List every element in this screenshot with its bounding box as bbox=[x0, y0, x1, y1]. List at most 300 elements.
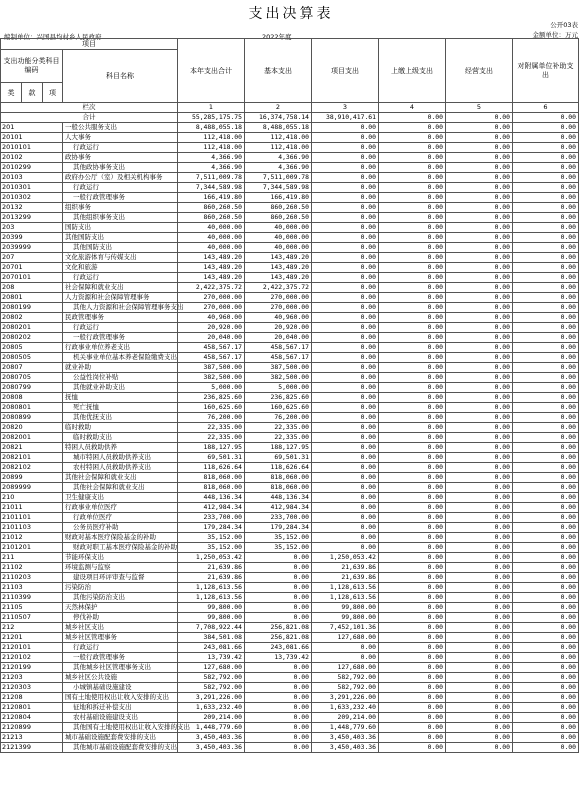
amount-cell: 99,800.00 bbox=[178, 613, 245, 623]
amount-cell: 0.00 bbox=[379, 183, 446, 193]
amount-cell: 0.00 bbox=[446, 493, 513, 503]
amount-cell: 0.00 bbox=[312, 433, 379, 443]
table-row bbox=[1, 513, 579, 523]
subject-name: 财政对职工基本医疗保险基金的补助 bbox=[63, 543, 178, 553]
amount-cell: 0.00 bbox=[446, 363, 513, 373]
subject-name: 行政运行 bbox=[63, 143, 178, 153]
amount-cell: 0.00 bbox=[513, 123, 579, 133]
amount-cell: 0.00 bbox=[379, 593, 446, 603]
amount-cell: 0.00 bbox=[513, 493, 579, 503]
amount-cell: 0.00 bbox=[513, 173, 579, 183]
subject-code: 2110399 bbox=[1, 593, 63, 603]
subject-name: 城乡社区管理事务 bbox=[63, 633, 178, 643]
amount-cell: 7,452,101.36 bbox=[312, 623, 379, 633]
amount-cell: 0.00 bbox=[312, 133, 379, 143]
total-cell: 0.00 bbox=[446, 113, 513, 123]
subject-name: 城市特困人员救助供养支出 bbox=[63, 453, 178, 463]
amount-cell: 8,488,055.18 bbox=[178, 123, 245, 133]
subject-code: 21102 bbox=[1, 563, 63, 573]
amount-cell: 118,626.64 bbox=[178, 463, 245, 473]
amount-cell: 69,501.31 bbox=[245, 453, 312, 463]
subject-code: 2101101 bbox=[1, 513, 63, 523]
table-row bbox=[1, 293, 579, 303]
amount-cell: 0.00 bbox=[446, 323, 513, 333]
amount-cell: 0.00 bbox=[312, 153, 379, 163]
subject-name: 一般行政管理事务 bbox=[63, 653, 178, 663]
amount-cell: 209,214.00 bbox=[178, 713, 245, 723]
amount-cell: 0.00 bbox=[312, 363, 379, 373]
subject-code: 203 bbox=[1, 223, 63, 233]
subject-name: 行政运行 bbox=[63, 643, 178, 653]
amount-cell: 582,792.00 bbox=[312, 683, 379, 693]
amount-cell: 0.00 bbox=[446, 203, 513, 213]
subject-code: 2110203 bbox=[1, 573, 63, 583]
amount-cell: 0.00 bbox=[446, 743, 513, 753]
amount-cell: 0.00 bbox=[379, 273, 446, 283]
subject-name: 污染防治 bbox=[63, 583, 178, 593]
amount-cell: 0.00 bbox=[446, 593, 513, 603]
amount-cell: 4,366.90 bbox=[245, 153, 312, 163]
amount-cell: 0.00 bbox=[379, 663, 446, 673]
amount-cell: 0.00 bbox=[446, 533, 513, 543]
amount-cell: 0.00 bbox=[446, 183, 513, 193]
table-row bbox=[1, 483, 579, 493]
subject-name: 其他国防支出 bbox=[63, 233, 178, 243]
table-row bbox=[1, 283, 579, 293]
table-row bbox=[1, 713, 579, 723]
amount-cell: 0.00 bbox=[446, 443, 513, 453]
amount-cell: 118,626.64 bbox=[245, 463, 312, 473]
org-name: 编制单位：兴国县均村乡人民政府 bbox=[4, 33, 102, 41]
subject-code: 20802 bbox=[1, 313, 63, 323]
amount-cell: 0.00 bbox=[379, 403, 446, 413]
amount-cell: 0.00 bbox=[245, 723, 312, 733]
amount-cell: 4,366.90 bbox=[178, 153, 245, 163]
amount-cell: 0.00 bbox=[312, 413, 379, 423]
amount-cell: 0.00 bbox=[379, 393, 446, 403]
subject-name: 特困人员救助供养 bbox=[63, 443, 178, 453]
table-row bbox=[1, 423, 579, 433]
amount-cell: 3,450,403.36 bbox=[178, 743, 245, 753]
amount-cell: 0.00 bbox=[379, 193, 446, 203]
amount-cell: 0.00 bbox=[446, 733, 513, 743]
subject-code: 20399 bbox=[1, 233, 63, 243]
table-row bbox=[1, 743, 579, 753]
amount-cell: 0.00 bbox=[446, 663, 513, 673]
amount-cell: 112,418.00 bbox=[178, 143, 245, 153]
subject-code: 21203 bbox=[1, 673, 63, 683]
amount-cell: 0.00 bbox=[379, 463, 446, 473]
subject-code: 2080201 bbox=[1, 323, 63, 333]
subject-name: 一般行政管理事务 bbox=[63, 333, 178, 343]
amount-cell: 0.00 bbox=[513, 473, 579, 483]
header-func-code: 支出功能分类科目编码 bbox=[1, 50, 63, 83]
amount-cell: 458,567.17 bbox=[245, 343, 312, 353]
amount-cell: 0.00 bbox=[379, 213, 446, 223]
amount-cell: 0.00 bbox=[379, 143, 446, 153]
amount-cell: 0.00 bbox=[379, 323, 446, 333]
amount-cell: 0.00 bbox=[446, 333, 513, 343]
amount-cell: 582,792.00 bbox=[178, 673, 245, 683]
subject-code: 2120101 bbox=[1, 643, 63, 653]
subject-code: 20805 bbox=[1, 343, 63, 353]
amount-cell: 582,792.00 bbox=[178, 683, 245, 693]
subject-name: 其他国有土地使用权出让收入安排的支出 bbox=[63, 723, 178, 733]
table-row bbox=[1, 413, 579, 423]
amount-cell: 0.00 bbox=[513, 433, 579, 443]
amount-cell: 0.00 bbox=[513, 543, 579, 553]
amount-cell: 209,214.00 bbox=[312, 713, 379, 723]
subject-code: 2010299 bbox=[1, 163, 63, 173]
amount-cell: 0.00 bbox=[513, 623, 579, 633]
amount-cell: 0.00 bbox=[379, 703, 446, 713]
amount-cell: 0.00 bbox=[446, 213, 513, 223]
subject-name: 环境监测与监察 bbox=[63, 563, 178, 573]
table-row bbox=[1, 603, 579, 613]
amount-cell: 40,960.00 bbox=[245, 313, 312, 323]
subject-code: 2010101 bbox=[1, 143, 63, 153]
amount-cell: 0.00 bbox=[513, 573, 579, 583]
amount-cell: 0.00 bbox=[513, 153, 579, 163]
subject-code: 208 bbox=[1, 283, 63, 293]
table-body bbox=[1, 103, 579, 753]
amount-cell: 8,488,055.18 bbox=[245, 123, 312, 133]
amount-cell: 143,489.20 bbox=[245, 273, 312, 283]
table-row bbox=[1, 623, 579, 633]
amount-cell: 448,136.34 bbox=[178, 493, 245, 503]
subject-name: 组织事务 bbox=[63, 203, 178, 213]
amount-cell: 76,200.00 bbox=[178, 413, 245, 423]
amount-cell: 0.00 bbox=[379, 513, 446, 523]
amount-cell: 0.00 bbox=[379, 453, 446, 463]
amount-cell: 0.00 bbox=[379, 563, 446, 573]
amount-cell: 188,127.95 bbox=[245, 443, 312, 453]
subject-name: 城市基础设施配套费安排的支出 bbox=[63, 733, 178, 743]
amount-cell: 0.00 bbox=[312, 533, 379, 543]
amount-cell: 0.00 bbox=[245, 593, 312, 603]
amount-cell: 270,000.00 bbox=[178, 303, 245, 313]
amount-cell: 0.00 bbox=[446, 643, 513, 653]
subject-code: 21105 bbox=[1, 603, 63, 613]
subject-code: 20807 bbox=[1, 363, 63, 373]
table-row bbox=[1, 203, 579, 213]
amount-cell: 0.00 bbox=[446, 423, 513, 433]
subject-name: 其他社会保障和就业支出 bbox=[63, 473, 178, 483]
col-num-2: 2 bbox=[245, 103, 312, 113]
table-row bbox=[1, 163, 579, 173]
table-row bbox=[1, 353, 579, 363]
subject-name: 征地和拆迁补偿支出 bbox=[63, 703, 178, 713]
col-header-6: 对附属单位补助支出 bbox=[513, 39, 579, 103]
amount-cell: 0.00 bbox=[245, 553, 312, 563]
amount-cell: 0.00 bbox=[379, 633, 446, 643]
amount-cell: 0.00 bbox=[379, 333, 446, 343]
table-row bbox=[1, 193, 579, 203]
amount-cell: 4,366.90 bbox=[178, 163, 245, 173]
amount-cell: 818,060.00 bbox=[245, 483, 312, 493]
amount-cell: 0.00 bbox=[379, 523, 446, 533]
amount-cell: 3,291,226.00 bbox=[312, 693, 379, 703]
amount-cell: 0.00 bbox=[245, 663, 312, 673]
amount-cell: 0.00 bbox=[312, 143, 379, 153]
amount-cell: 143,489.20 bbox=[178, 273, 245, 283]
table-row bbox=[1, 233, 579, 243]
subject-name: 财政对基本医疗保险基金的补助 bbox=[63, 533, 178, 543]
amount-cell: 7,511,009.78 bbox=[178, 173, 245, 183]
subject-code: 2070101 bbox=[1, 273, 63, 283]
subject-code: 2101201 bbox=[1, 543, 63, 553]
subject-name: 其他城乡社区管理事务支出 bbox=[63, 663, 178, 673]
amount-cell: 0.00 bbox=[513, 383, 579, 393]
amount-cell: 0.00 bbox=[513, 553, 579, 563]
amount-cell: 0.00 bbox=[312, 233, 379, 243]
col-num-5: 5 bbox=[446, 103, 513, 113]
amount-cell: 0.00 bbox=[446, 633, 513, 643]
amount-cell: 0.00 bbox=[513, 293, 579, 303]
amount-cell: 0.00 bbox=[446, 673, 513, 683]
table-row bbox=[1, 213, 579, 223]
amount-cell: 127,680.00 bbox=[178, 663, 245, 673]
amount-cell: 0.00 bbox=[446, 153, 513, 163]
amount-cell: 0.00 bbox=[513, 403, 579, 413]
amount-cell: 458,567.17 bbox=[178, 343, 245, 353]
amount-cell: 0.00 bbox=[312, 423, 379, 433]
subject-code: 2121399 bbox=[1, 743, 63, 753]
amount-cell: 0.00 bbox=[513, 213, 579, 223]
subject-code: 2120303 bbox=[1, 683, 63, 693]
amount-cell: 21,639.86 bbox=[312, 563, 379, 573]
amount-cell: 0.00 bbox=[312, 353, 379, 363]
amount-cell: 0.00 bbox=[312, 473, 379, 483]
subject-name: 文化和旅游 bbox=[63, 263, 178, 273]
subject-code: 20101 bbox=[1, 133, 63, 143]
table-row bbox=[1, 443, 579, 453]
amount-cell: 384,501.08 bbox=[178, 633, 245, 643]
subject-code: 2080705 bbox=[1, 373, 63, 383]
col-num-3: 3 bbox=[312, 103, 379, 113]
amount-cell: 0.00 bbox=[513, 643, 579, 653]
amount-cell: 179,284.34 bbox=[245, 523, 312, 533]
amount-cell: 0.00 bbox=[312, 173, 379, 183]
subject-name: 人大事务 bbox=[63, 133, 178, 143]
amount-cell: 0.00 bbox=[446, 383, 513, 393]
amount-cell: 387,500.00 bbox=[178, 363, 245, 373]
amount-cell: 0.00 bbox=[312, 283, 379, 293]
subject-code: 2082101 bbox=[1, 453, 63, 463]
amount-cell: 3,450,403.36 bbox=[312, 733, 379, 743]
amount-cell: 35,152.00 bbox=[245, 533, 312, 543]
header-item-name: 科目名称 bbox=[63, 50, 178, 103]
amount-cell: 4,366.90 bbox=[245, 163, 312, 173]
amount-cell: 0.00 bbox=[446, 283, 513, 293]
col-num-4: 4 bbox=[379, 103, 446, 113]
amount-cell: 0.00 bbox=[446, 403, 513, 413]
amount-cell: 0.00 bbox=[513, 673, 579, 683]
amount-cell: 0.00 bbox=[312, 163, 379, 173]
amount-cell: 7,344,589.98 bbox=[178, 183, 245, 193]
amount-cell: 0.00 bbox=[379, 553, 446, 563]
amount-cell: 5,000.00 bbox=[245, 383, 312, 393]
amount-cell: 0.00 bbox=[446, 193, 513, 203]
subject-code: 2039999 bbox=[1, 243, 63, 253]
amount-cell: 112,418.00 bbox=[178, 133, 245, 143]
amount-cell: 0.00 bbox=[446, 313, 513, 323]
amount-cell: 0.00 bbox=[379, 493, 446, 503]
amount-cell: 166,419.80 bbox=[178, 193, 245, 203]
subject-code: 201 bbox=[1, 123, 63, 133]
amount-cell: 0.00 bbox=[446, 293, 513, 303]
amount-cell: 0.00 bbox=[513, 593, 579, 603]
amount-cell: 0.00 bbox=[446, 603, 513, 613]
amount-cell: 0.00 bbox=[513, 343, 579, 353]
table-row bbox=[1, 493, 579, 503]
amount-cell: 387,500.00 bbox=[245, 363, 312, 373]
subject-code: 20801 bbox=[1, 293, 63, 303]
amount-cell: 860,260.50 bbox=[245, 203, 312, 213]
subject-name: 抚恤 bbox=[63, 393, 178, 403]
amount-cell: 0.00 bbox=[513, 723, 579, 733]
amount-cell: 0.00 bbox=[312, 213, 379, 223]
col-header-4: 上缴上级支出 bbox=[379, 39, 446, 103]
subject-code: 21011 bbox=[1, 503, 63, 513]
amount-cell: 2,422,375.72 bbox=[178, 283, 245, 293]
amount-cell: 0.00 bbox=[446, 623, 513, 633]
amount-cell: 0.00 bbox=[513, 633, 579, 643]
amount-cell: 0.00 bbox=[312, 183, 379, 193]
amount-cell: 0.00 bbox=[446, 483, 513, 493]
amount-cell: 0.00 bbox=[312, 503, 379, 513]
amount-cell: 236,825.60 bbox=[245, 393, 312, 403]
amount-cell: 1,128,613.56 bbox=[178, 593, 245, 603]
amount-cell: 0.00 bbox=[513, 233, 579, 243]
amount-cell: 0.00 bbox=[446, 133, 513, 143]
subject-name: 政协事务 bbox=[63, 153, 178, 163]
col-header-5: 经营支出 bbox=[446, 39, 513, 103]
amount-cell: 99,800.00 bbox=[312, 603, 379, 613]
amount-cell: 233,700.00 bbox=[245, 513, 312, 523]
subject-name: 一般行政管理事务 bbox=[63, 193, 178, 203]
subject-code: 2080199 bbox=[1, 303, 63, 313]
total-row bbox=[1, 113, 579, 123]
table-row bbox=[1, 223, 579, 233]
amount-cell: 127,680.00 bbox=[312, 663, 379, 673]
amount-cell: 412,984.34 bbox=[178, 503, 245, 513]
amount-cell: 243,081.66 bbox=[178, 643, 245, 653]
amount-cell: 233,700.00 bbox=[178, 513, 245, 523]
amount-cell: 0.00 bbox=[446, 573, 513, 583]
amount-cell: 0.00 bbox=[312, 193, 379, 203]
amount-cell: 0.00 bbox=[446, 303, 513, 313]
amount-cell: 0.00 bbox=[379, 483, 446, 493]
table-row bbox=[1, 273, 579, 283]
amount-cell: 21,639.86 bbox=[178, 573, 245, 583]
subject-name: 民政管理事务 bbox=[63, 313, 178, 323]
amount-cell: 3,450,403.36 bbox=[178, 733, 245, 743]
amount-cell: 0.00 bbox=[379, 743, 446, 753]
amount-cell: 40,000.00 bbox=[245, 233, 312, 243]
amount-cell: 35,152.00 bbox=[245, 543, 312, 553]
amount-cell: 0.00 bbox=[513, 193, 579, 203]
amount-cell: 160,625.60 bbox=[178, 403, 245, 413]
amount-cell: 0.00 bbox=[513, 513, 579, 523]
amount-cell: 0.00 bbox=[312, 323, 379, 333]
subject-name: 小城镇基础设施建设 bbox=[63, 683, 178, 693]
amount-cell: 0.00 bbox=[379, 613, 446, 623]
amount-cell: 0.00 bbox=[245, 583, 312, 593]
subject-code: 2013299 bbox=[1, 213, 63, 223]
amount-cell: 0.00 bbox=[245, 563, 312, 573]
subject-code: 2120102 bbox=[1, 653, 63, 663]
amount-cell: 99,800.00 bbox=[178, 603, 245, 613]
amount-cell: 0.00 bbox=[513, 533, 579, 543]
amount-cell: 0.00 bbox=[312, 453, 379, 463]
amount-cell: 21,639.86 bbox=[178, 563, 245, 573]
subject-code: 2080505 bbox=[1, 353, 63, 363]
unit-label: 金额单位：万元 bbox=[532, 31, 578, 39]
amount-cell: 0.00 bbox=[312, 223, 379, 233]
subject-code: 20808 bbox=[1, 393, 63, 403]
lanci-row bbox=[1, 103, 579, 113]
table-row bbox=[1, 133, 579, 143]
table-row bbox=[1, 703, 579, 713]
subject-name: 其他城市基础设施配套费安排的支出 bbox=[63, 743, 178, 753]
amount-cell: 3,291,226.00 bbox=[178, 693, 245, 703]
amount-cell: 0.00 bbox=[312, 293, 379, 303]
amount-cell: 0.00 bbox=[245, 713, 312, 723]
amount-cell: 860,260.50 bbox=[245, 213, 312, 223]
amount-cell: 0.00 bbox=[379, 503, 446, 513]
subject-name: 行政运行 bbox=[63, 323, 178, 333]
amount-cell: 0.00 bbox=[245, 673, 312, 683]
amount-cell: 0.00 bbox=[312, 483, 379, 493]
amount-cell: 0.00 bbox=[379, 433, 446, 443]
subject-code: 21201 bbox=[1, 633, 63, 643]
table-row bbox=[1, 323, 579, 333]
amount-cell: 0.00 bbox=[513, 373, 579, 383]
table-row bbox=[1, 503, 579, 513]
amount-cell: 0.00 bbox=[379, 313, 446, 323]
subject-code: 21103 bbox=[1, 583, 63, 593]
table-row bbox=[1, 383, 579, 393]
subject-name: 一般公共服务支出 bbox=[63, 123, 178, 133]
table-row bbox=[1, 433, 579, 443]
table-row bbox=[1, 653, 579, 663]
amount-cell: 22,335.00 bbox=[178, 433, 245, 443]
total-cell: 0.00 bbox=[513, 113, 579, 123]
subject-code: 2080801 bbox=[1, 403, 63, 413]
subject-name: 临时救助 bbox=[63, 423, 178, 433]
subject-name: 其他组织事务支出 bbox=[63, 213, 178, 223]
total-cell: 0.00 bbox=[379, 113, 446, 123]
amount-cell: 76,200.00 bbox=[245, 413, 312, 423]
amount-cell: 0.00 bbox=[245, 703, 312, 713]
amount-cell: 818,060.00 bbox=[178, 473, 245, 483]
amount-cell: 0.00 bbox=[379, 543, 446, 553]
subject-name: 其他优抚支出 bbox=[63, 413, 178, 423]
subject-code: 2089999 bbox=[1, 483, 63, 493]
amount-cell: 0.00 bbox=[245, 603, 312, 613]
amount-cell: 0.00 bbox=[513, 453, 579, 463]
amount-cell: 0.00 bbox=[446, 543, 513, 553]
amount-cell: 1,128,613.56 bbox=[312, 583, 379, 593]
amount-cell: 0.00 bbox=[513, 263, 579, 273]
amount-cell: 1,448,779.60 bbox=[178, 723, 245, 733]
amount-cell: 0.00 bbox=[446, 223, 513, 233]
amount-cell: 0.00 bbox=[513, 503, 579, 513]
amount-cell: 20,920.00 bbox=[178, 323, 245, 333]
table-row bbox=[1, 633, 579, 643]
amount-cell: 0.00 bbox=[446, 173, 513, 183]
